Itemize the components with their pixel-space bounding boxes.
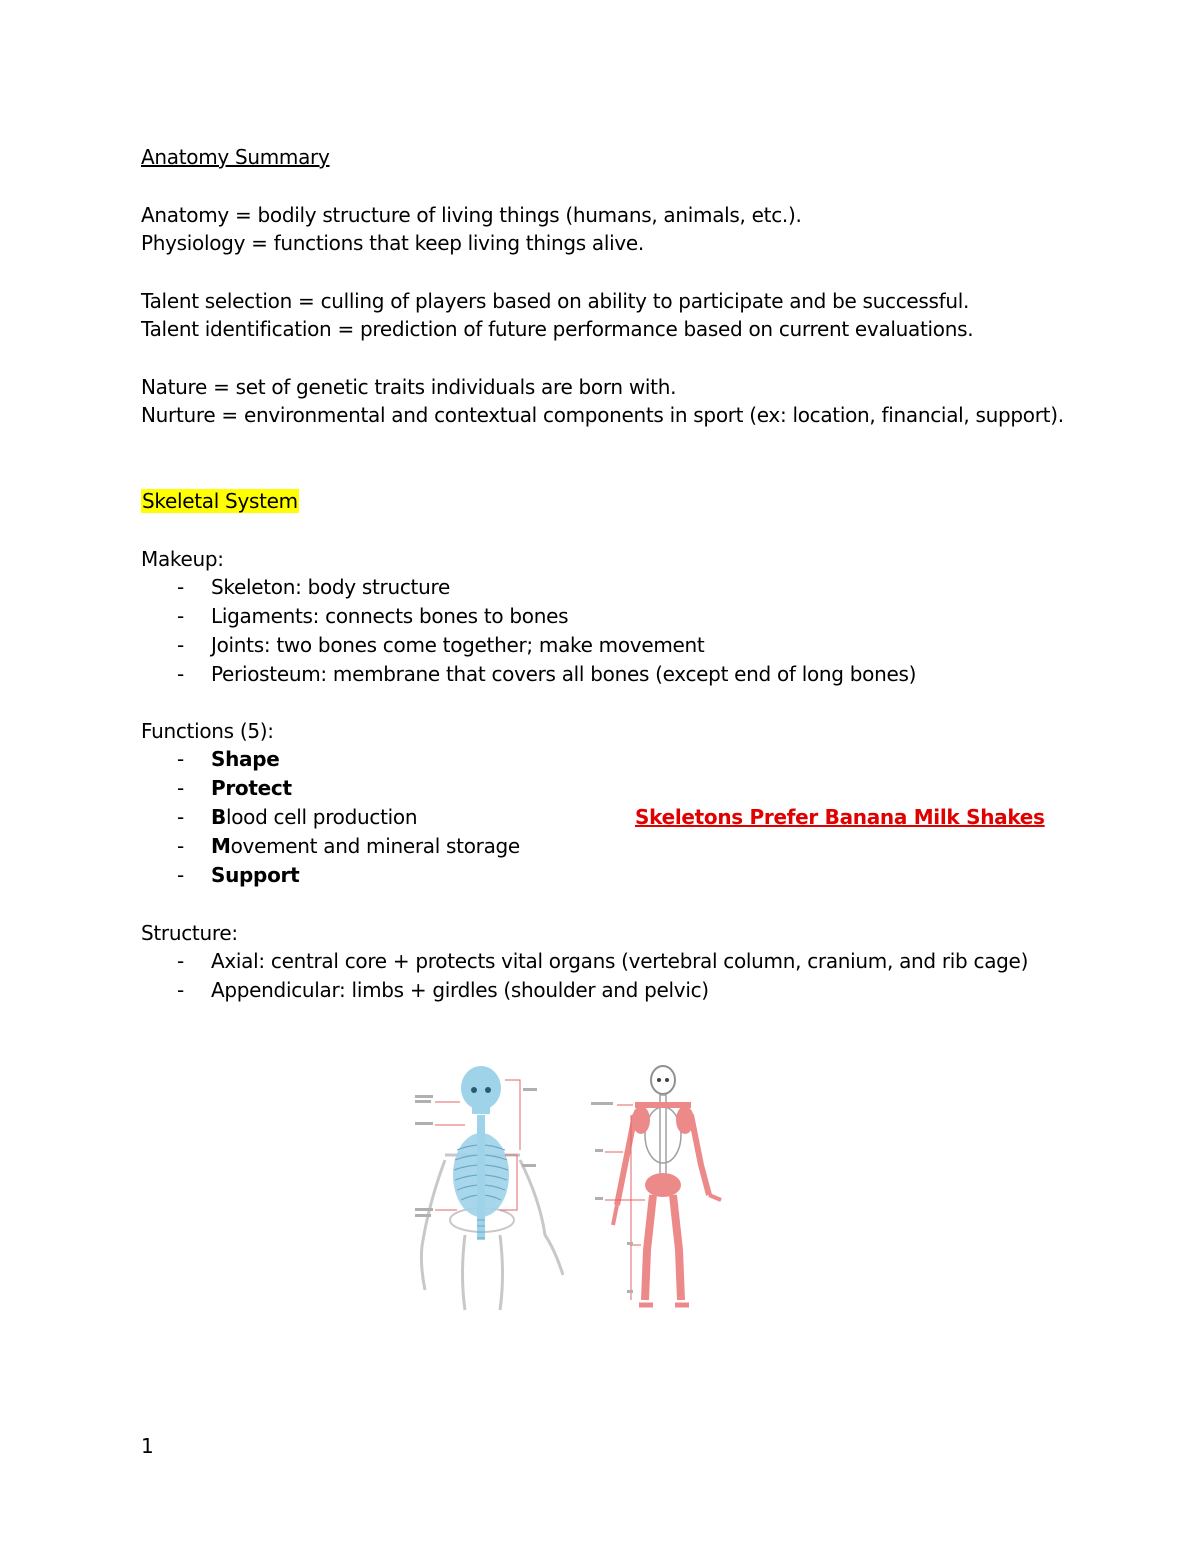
function-item: Protect xyxy=(211,776,292,800)
makeup-item: Joints: two bones come together; make movement xyxy=(211,633,705,657)
structure-item: Appendicular: limbs + girdles (shoulder and pelvic) xyxy=(211,978,709,1002)
section-heading-wrapper xyxy=(141,488,299,514)
bullet-marker: - xyxy=(177,575,185,599)
functions-label: Functions (5): xyxy=(141,719,274,743)
definition-physiology: Physiology = functions that keep living things alive. xyxy=(141,231,644,255)
structure-item: Axial: central core + protects vital organs (vertebral column, cranium, and rib cage) xyxy=(211,949,1029,973)
function-item: Support xyxy=(211,863,300,887)
makeup-item: Skeleton: body structure xyxy=(211,575,450,599)
skeleton-figure xyxy=(405,1060,735,1318)
bullet-marker: - xyxy=(177,834,185,858)
definition-anatomy: Anatomy = bodily structure of living things (humans, animals, etc.). xyxy=(141,203,802,227)
skeleton-illustration xyxy=(405,1060,735,1318)
bullet-marker: - xyxy=(177,604,185,628)
bullet-marker: - xyxy=(177,863,185,887)
appendicular-skeleton-diagram xyxy=(591,1066,721,1305)
makeup-label: Makeup: xyxy=(141,547,224,571)
bullet-marker: - xyxy=(177,776,185,800)
document-title: Anatomy Summary xyxy=(141,145,330,169)
definition-talent-identification: Talent identification = prediction of future performance based on current evaluations. xyxy=(141,317,974,341)
section-heading: Skeletal System xyxy=(142,489,298,513)
function-item: Shape xyxy=(211,747,280,771)
bullet-marker: - xyxy=(177,978,185,1002)
function-item-mixed: Blood cell production xyxy=(211,805,418,829)
bullet-marker: - xyxy=(177,633,185,657)
page-number: 1 xyxy=(141,1434,154,1458)
definition-nurture: Nurture = environmental and contextual components in sport (ex: location, financial, support). xyxy=(141,403,1064,427)
makeup-item: Periosteum: membrane that covers all bones (except end of long bones) xyxy=(211,662,917,686)
makeup-item: Ligaments: connects bones to bones xyxy=(211,604,569,628)
definition-nature: Nature = set of genetic traits individuals are born with. xyxy=(141,375,677,399)
function-item-mixed: Movement and mineral storage xyxy=(211,834,520,858)
bullet-marker: - xyxy=(177,747,185,771)
mnemonic-text: Skeletons Prefer Banana Milk Shakes xyxy=(635,805,1045,829)
bullet-marker: - xyxy=(177,949,185,973)
definition-talent-selection: Talent selection = culling of players based on ability to participate and be successful. xyxy=(141,289,970,313)
bullet-marker: - xyxy=(177,805,185,829)
bullet-marker: - xyxy=(177,662,185,686)
structure-label: Structure: xyxy=(141,921,238,945)
axial-skeleton-diagram xyxy=(415,1066,563,1310)
